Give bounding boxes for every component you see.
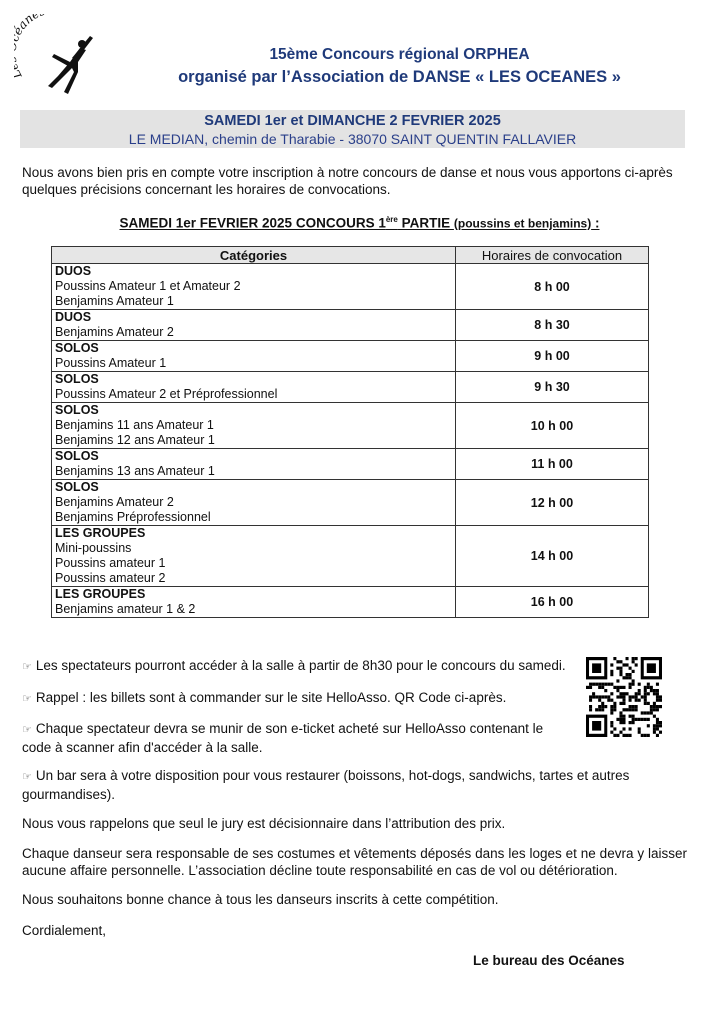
section-title-sup: ère bbox=[385, 215, 398, 224]
table-row bbox=[52, 526, 649, 587]
header-line-2: organisé par l’Association de DANSE « LES OCEANES » bbox=[178, 68, 621, 86]
category-line: Benjamins Amateur 1 bbox=[55, 294, 174, 308]
section-title-prefix: SAMEDI 1er FEVRIER 2025 CONCOURS 1 bbox=[119, 215, 386, 231]
table-row bbox=[52, 480, 649, 526]
section-title bbox=[0, 215, 719, 231]
table-row bbox=[52, 372, 649, 403]
bullet-text: Un bar sera à votre disposition pour vous restaurer (boissons, hot-dogs, sandwichs, tartes et autres gourmandises). bbox=[22, 768, 630, 802]
bullet-note-1 bbox=[22, 657, 582, 676]
category-line: Poussins amateur 1 bbox=[55, 556, 166, 570]
section-title-mid: PARTIE bbox=[397, 215, 454, 231]
convocation-time: 9 h 00 bbox=[456, 341, 649, 372]
category-cell bbox=[52, 449, 456, 480]
category-cell bbox=[52, 587, 456, 618]
category-title: SOLOS bbox=[55, 480, 99, 494]
table-row bbox=[52, 264, 649, 310]
responsibility-paragraph: Chaque danseur sera responsable de ses costumes et vêtements déposés dans les loges et ne devra y laisser aucune affaire personnelle. L’association décline toute responsabilité en cas de vol ou détérioration. bbox=[22, 846, 687, 878]
signature: Le bureau des Océanes bbox=[473, 953, 625, 968]
schedule-table bbox=[51, 246, 649, 618]
category-title: LES GROUPES bbox=[55, 587, 146, 601]
category-line: Benjamins Amateur 2 bbox=[55, 325, 174, 339]
pointing-hand-icon: ☞ bbox=[22, 724, 32, 736]
category-cell bbox=[52, 264, 456, 310]
table-row bbox=[52, 449, 649, 480]
category-cell bbox=[52, 403, 456, 449]
bullet-text: Rappel : les billets sont à commander sur le site HelloAsso. QR Code ci-après. bbox=[35, 690, 507, 705]
category-title: SOLOS bbox=[55, 372, 99, 386]
jury-paragraph: Nous vous rappelons que seul le jury est décisionnaire dans l’attribution des prix. bbox=[22, 816, 506, 831]
header-line-1: 15ème Concours régional ORPHEA bbox=[269, 46, 530, 63]
category-line: Benjamins Préprofessionnel bbox=[55, 510, 211, 524]
logo-text: ane bbox=[14, 14, 42, 32]
pointing-hand-icon: ☞ bbox=[22, 661, 32, 673]
category-title: SOLOS bbox=[55, 449, 99, 463]
bullet-note-4 bbox=[22, 767, 687, 803]
category-title: SOLOS bbox=[55, 403, 99, 417]
section-title-suffix: : bbox=[591, 215, 600, 231]
convocation-time: 14 h 00 bbox=[456, 526, 649, 587]
qr-code-icon bbox=[586, 657, 662, 737]
closing-text: Cordialement, bbox=[22, 923, 107, 938]
pointing-hand-icon: ☞ bbox=[22, 771, 32, 783]
date-band bbox=[20, 110, 685, 148]
section-title-small: (poussins et benjamins) bbox=[453, 216, 592, 231]
event-venue: LE MEDIAN, chemin de Tharabie - 38070 SAINT QUENTIN FALLAVIER bbox=[128, 131, 577, 147]
intro-paragraph: Nous avons bien pris en compte votre inscription à notre concours de danse et nous vous apportons ci-après quelques précisions concernant les horaires de convocations. bbox=[22, 165, 673, 197]
category-line: Poussins Amateur 1 et Amateur 2 bbox=[55, 279, 241, 293]
category-line: Benjamins Amateur 2 bbox=[55, 495, 174, 509]
convocation-time: 8 h 30 bbox=[456, 310, 649, 341]
bullet-note-3 bbox=[22, 720, 562, 756]
svg-text:Les Océanes bbox=[14, 14, 47, 82]
table-header-row bbox=[52, 247, 649, 264]
table-row bbox=[52, 310, 649, 341]
table-body bbox=[52, 264, 649, 618]
convocation-time: 11 h 00 bbox=[456, 449, 649, 480]
category-cell bbox=[52, 526, 456, 587]
table-row bbox=[52, 341, 649, 372]
convocation-time: 16 h 00 bbox=[456, 587, 649, 618]
category-title: SOLOS bbox=[55, 341, 99, 355]
header-title bbox=[80, 44, 719, 88]
category-line: Benjamins 12 ans Amateur 1 bbox=[55, 433, 215, 447]
category-cell bbox=[52, 310, 456, 341]
category-title: DUOS bbox=[55, 264, 92, 278]
event-dates: SAMEDI 1er et DIMANCHE 2 FEVRIER 2025 bbox=[204, 113, 501, 129]
bullet-note-2 bbox=[22, 689, 582, 708]
category-line: Benjamins 11 ans Amateur 1 bbox=[55, 418, 214, 432]
category-line: Poussins Amateur 2 et Préprofessionnel bbox=[55, 387, 278, 401]
table-row bbox=[52, 403, 649, 449]
category-title: DUOS bbox=[55, 310, 92, 324]
good-luck-paragraph: Nous souhaitons bonne chance à tous les danseurs inscrits à cette compétition. bbox=[22, 892, 499, 907]
bullet-text: Les spectateurs pourront accéder à la salle à partir de 8h30 pour le concours du samedi. bbox=[35, 658, 566, 673]
category-line: Benjamins 13 ans Amateur 1 bbox=[55, 464, 215, 478]
column-header-categories: Catégories bbox=[52, 247, 456, 264]
convocation-time: 12 h 00 bbox=[456, 480, 649, 526]
convocation-time: 8 h 00 bbox=[456, 264, 649, 310]
category-line: Benjamins amateur 1 & 2 bbox=[55, 602, 196, 616]
category-title: LES GROUPES bbox=[55, 526, 146, 540]
column-header-times: Horaires de convocation bbox=[456, 247, 649, 264]
category-cell bbox=[52, 480, 456, 526]
table-row bbox=[52, 587, 649, 618]
convocation-time: 10 h 00 bbox=[456, 403, 649, 449]
category-line: Mini-poussins bbox=[55, 541, 132, 555]
category-cell bbox=[52, 372, 456, 403]
bullet-text: Chaque spectateur devra se munir de son e-ticket acheté sur HelloAsso contenant le code à scanner afin d'accéder à la salle. bbox=[22, 721, 544, 755]
category-line: Poussins Amateur 1 bbox=[55, 356, 167, 370]
pointing-hand-icon: ☞ bbox=[22, 693, 32, 705]
category-cell bbox=[52, 341, 456, 372]
convocation-time: 9 h 30 bbox=[456, 372, 649, 403]
category-line: Poussins amateur 2 bbox=[55, 571, 166, 585]
